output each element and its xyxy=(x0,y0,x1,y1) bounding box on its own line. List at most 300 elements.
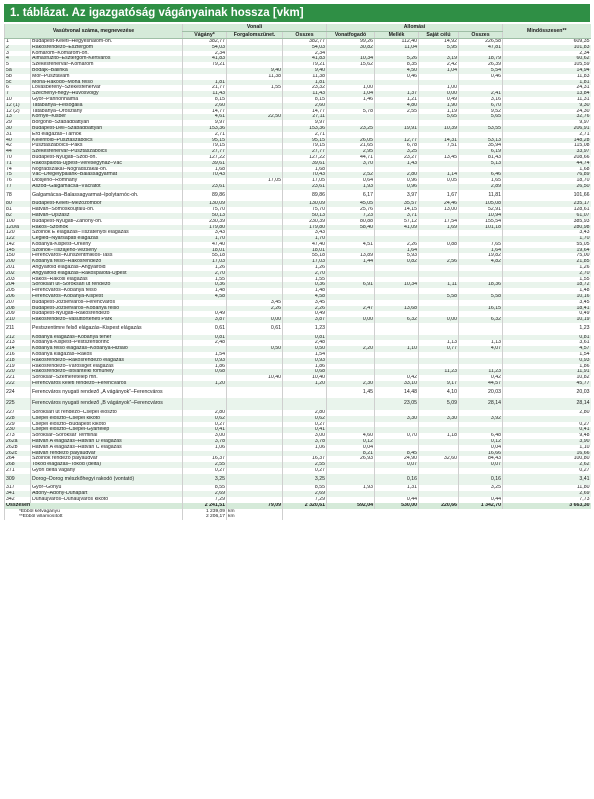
total-allomasi-mellek: 530,00 xyxy=(375,503,419,509)
cell-allomasi-sajat-celu: 5,09 xyxy=(419,398,459,410)
cell-allomasi-vonatfogado: 4,51 xyxy=(327,242,375,248)
cell-vonali-osszes: 41,83 xyxy=(283,56,327,62)
footnote-label: **Ebből villamosított xyxy=(5,514,183,520)
cell-mindosszesen: 32,76 xyxy=(503,114,591,120)
cell-mindosszesen: 1,68 xyxy=(503,167,591,173)
cell-allomasi-mellek: 0,96 xyxy=(375,184,419,190)
cell-line-id: 3 xyxy=(5,51,31,57)
cell-allomasi-sajat-celu: 11,23 xyxy=(419,369,459,375)
cell-vonali-osszes: 9,97 xyxy=(283,120,327,126)
cell-allomasi-osszes: 11,23 xyxy=(459,369,503,375)
cell-allomasi-osszes: 0,07 xyxy=(459,462,503,468)
cell-allomasi-mellek xyxy=(375,323,419,335)
cell-allomasi-mellek: 23,05 xyxy=(375,398,419,410)
cell-allomasi-osszes: 6,48 xyxy=(459,433,503,439)
cell-allomasi-vonatfogado: 3,70 xyxy=(327,161,375,167)
cell-allomasi-sajat-celu: 5,95 xyxy=(419,45,459,51)
cell-allomasi-mellek: 14,15 xyxy=(375,207,419,213)
header-sub-vonatfogado: Vonatfogadó xyxy=(327,31,375,39)
cell-line-name: Budapest-Keleti–Hegyeshalom-oh. xyxy=(31,39,183,45)
cell-allomasi-mellek: 13,68 xyxy=(375,306,419,312)
cell-vonali-vagany: 382,77 xyxy=(183,39,227,45)
cell-mindosszesen: 9,48 xyxy=(503,433,591,439)
cell-line-name: Budapest-Józsefváros–Kőbánya felső xyxy=(31,306,183,312)
cell-allomasi-mellek: 0,70 xyxy=(375,433,419,439)
cell-vonali-vagany: 23,61 xyxy=(183,184,227,190)
cell-mindosszesen: 24,31 xyxy=(503,85,591,91)
cell-mindosszesen: 2,80 xyxy=(503,410,591,416)
cell-allomasi-osszes: 47,81 xyxy=(459,45,503,51)
cell-allomasi-vonatfogado: 44,71 xyxy=(327,155,375,161)
cell-mindosszesen: 1,48 xyxy=(503,288,591,294)
cell-vonali-vagany: 0,36 xyxy=(183,282,227,288)
cell-vonali-osszes: 0,50 xyxy=(283,346,327,352)
cell-line-name: Budapest-Keleti–Mezőzombor xyxy=(31,201,183,207)
cell-allomasi-vonatfogado: 2,52 xyxy=(327,172,375,178)
cell-line-name: Kelenföld–Pusztaszabolcs xyxy=(31,138,183,144)
cell-vonali-vagany: 0,41 xyxy=(183,427,227,433)
cell-mindosszesen: 14,94 xyxy=(503,68,591,74)
cell-vonali-osszes: 50,13 xyxy=(283,213,327,219)
cell-vonali-vagany: 95,15 xyxy=(183,138,227,144)
cell-line-name: Rákosrendező–Vasúttörténeti Park xyxy=(31,317,183,323)
cell-allomasi-sajat-celu: 2,56 xyxy=(419,259,459,265)
cell-allomasi-sajat-celu: 24,46 xyxy=(419,201,459,207)
table-body xyxy=(5,39,591,503)
cell-vonali-osszes: 1,20 xyxy=(283,381,327,387)
cell-allomasi-vonatfogado: 1,04 xyxy=(327,91,375,97)
cell-vonali-osszes: 3,87 xyxy=(283,317,327,323)
cell-line-name: Rákosrendező–Városliget elágazás xyxy=(31,364,183,370)
cell-allomasi-sajat-celu: 0,88 xyxy=(419,242,459,248)
cell-vonali-osszes: 0,27 xyxy=(283,468,327,474)
cell-vonali-vagany: 0,62 xyxy=(183,416,227,422)
cell-allomasi-osszes: 101,18 xyxy=(459,225,503,231)
cell-mindosszesen: 7,73 xyxy=(503,497,591,503)
cell-vonali-osszes: 230,39 xyxy=(283,219,327,225)
cell-mindosszesen: 28,14 xyxy=(503,398,591,410)
cell-allomasi-osszes: 3,16 xyxy=(459,97,503,103)
cell-allomasi-osszes: 1,13 xyxy=(459,340,503,346)
cell-allomasi-vonatfogado: 0,64 xyxy=(327,178,375,184)
cell-line-id: 145 xyxy=(5,248,31,254)
cell-allomasi-mellek: 2,55 xyxy=(375,109,419,115)
cell-line-name: Komárom–Komárom-oh. xyxy=(31,51,183,57)
cell-vonali-vagany: 2,80 xyxy=(183,410,227,416)
cell-line-name: Adony–Adony-Dunapart xyxy=(31,491,183,497)
cell-mindosszesen: 9,97 xyxy=(503,120,591,126)
cell-allomasi-mellek: 14,48 xyxy=(375,387,419,399)
cell-allomasi-vonatfogado: 7,23 xyxy=(327,213,375,219)
cell-allomasi-vonatfogado: 10,34 xyxy=(327,56,375,62)
cell-vonali-vagany: 3,78 xyxy=(183,439,227,445)
cell-allomasi-vonatfogado: 0,04 xyxy=(327,445,375,451)
cell-allomasi-mellek: 0,96 xyxy=(375,178,419,184)
cell-line-name: Tatabánya–Oroszlány xyxy=(31,109,183,115)
cell-vonali-osszes: 3,00 xyxy=(283,433,327,439)
cell-line-id: 209 xyxy=(5,311,31,317)
cell-mindosszesen: 44,74 xyxy=(503,161,591,167)
cell-allomasi-sajat-celu: 1,00 xyxy=(419,85,459,91)
cell-allomasi-osszes: 11,81 xyxy=(459,190,503,202)
cell-line-name: Börgönd–Szabadbattyán xyxy=(31,120,183,126)
cell-line-name: Székesfehérvár–Komárom xyxy=(31,62,183,68)
cell-mindosszesen: 60,62 xyxy=(503,56,591,62)
cell-vonali-vagany: 3,87 xyxy=(183,317,227,323)
footnote-unit: km xyxy=(227,509,283,515)
table-row xyxy=(5,190,591,202)
cell-allomasi-vonatfogado: 80,88 xyxy=(327,219,375,225)
cell-allomasi-sajat-celu: 0,00 xyxy=(419,317,459,323)
cell-line-name: Csepel elosztó–Csepel kikötő xyxy=(31,416,183,422)
cell-line-name: Szolnok E elágazás–Tiszatenyői elágazás xyxy=(31,230,183,236)
cell-vonali-forgalomszunet xyxy=(227,387,283,399)
cell-line-id: 31 xyxy=(5,132,31,138)
cell-allomasi-mellek: 0,16 xyxy=(375,474,419,486)
cell-vonali-osszes: 382,77 xyxy=(283,39,327,45)
cell-allomasi-mellek: 4,50 xyxy=(375,68,419,74)
cell-allomasi-mellek: 33,10 xyxy=(375,381,419,387)
cell-vonali-osszes: 47,40 xyxy=(283,242,327,248)
cell-vonali-osszes: 2,80 xyxy=(283,410,327,416)
cell-vonali-osszes: 2,60 xyxy=(283,103,327,109)
cell-vonali-vagany: 9,97 xyxy=(183,120,227,126)
cell-allomasi-sajat-celu: 32,60 xyxy=(419,456,459,462)
cell-line-id: 82 xyxy=(5,213,31,219)
cell-allomasi-vonatfogado: 2,95 xyxy=(327,149,375,155)
total-allomasi-osszes: 1 342,70 xyxy=(459,503,503,509)
cell-vonali-vagany: 47,40 xyxy=(183,242,227,248)
header-row-groups xyxy=(5,24,591,31)
cell-mindosszesen: 100,80 xyxy=(503,456,591,462)
cell-mindosszesen: 11,80 xyxy=(503,485,591,491)
cell-line-id: 2 xyxy=(5,45,31,51)
cell-allomasi-sajat-celu: 1,69 xyxy=(419,225,459,231)
cell-allomasi-sajat-celu: 17,54 xyxy=(419,219,459,225)
cell-mindosszesen: 26,50 xyxy=(503,184,591,190)
cell-mindosszesen: 13,84 xyxy=(503,91,591,97)
cell-vonali-vagany: 75,70 xyxy=(183,207,227,213)
cell-vonali-osszes: 27,11 xyxy=(283,114,327,120)
cell-allomasi-mellek: 4,80 xyxy=(375,103,419,109)
cell-allomasi-osszes: 35,94 xyxy=(459,143,503,149)
cell-vonali-osszes: 55,18 xyxy=(283,253,327,259)
cell-vonali-osszes: 7,29 xyxy=(283,497,327,503)
cell-vonali-vagany: 55,18 xyxy=(183,253,227,259)
cell-line-name: Környe–Kisbér xyxy=(31,114,183,120)
footnote-label: *Ebből kétvágányú xyxy=(5,509,183,515)
cell-line-id: 207 xyxy=(5,300,31,306)
cell-allomasi-osszes: 4,82 xyxy=(459,259,503,265)
total-vonali-forgalomszunet: 79,09 xyxy=(227,503,283,509)
cell-line-id: 6 xyxy=(5,85,31,91)
cell-mindosszesen: 0,49 xyxy=(503,311,591,317)
cell-allomasi-vonatfogado: 26,05 xyxy=(327,138,375,144)
cell-vonali-vagany: 0,68 xyxy=(183,369,227,375)
cell-allomasi-osszes: 0,16 xyxy=(459,474,503,486)
cell-allomasi-vonatfogado: 1,93 xyxy=(327,485,375,491)
cell-mindosszesen: 101,83 xyxy=(503,45,591,51)
cell-mindosszesen: 385,93 xyxy=(503,219,591,225)
cell-allomasi-mellek: 2,26 xyxy=(375,242,419,248)
cell-allomasi-mellek: 3,30 xyxy=(375,416,419,422)
cell-allomasi-osszes: 226,58 xyxy=(459,39,503,45)
header-sub-vonali-osszes: Összes xyxy=(283,31,327,39)
cell-vonali-vagany: 27,77 xyxy=(183,149,227,155)
cell-line-id: 218 xyxy=(5,358,31,364)
cell-line-name: Hatvan–Újszász xyxy=(31,213,183,219)
cell-allomasi-sajat-celu: 14,31 xyxy=(419,138,459,144)
cell-line-id: 205 xyxy=(5,288,31,294)
cell-allomasi-sajat-celu: 3,30 xyxy=(419,416,459,422)
cell-allomasi-osszes: 2,41 xyxy=(459,91,503,97)
cell-line-name: Soroksári út rendező–Csepel elosztó xyxy=(31,410,183,416)
cell-mindosszesen: 101,66 xyxy=(503,190,591,202)
cell-line-id: 12 (2) xyxy=(5,109,31,115)
cell-allomasi-osszes: 9,52 xyxy=(459,109,503,115)
cell-vonali-vagany: 21,77 xyxy=(183,85,227,91)
cell-vonali-osszes: 8,15 xyxy=(283,97,327,103)
cell-line-name: Ferencváros keleti rendező–Ferencváros xyxy=(31,381,183,387)
cell-vonali-forgalomszunet: 22,50 xyxy=(227,114,283,120)
cell-mindosszesen: 1,26 xyxy=(503,265,591,271)
cell-vonali-osszes xyxy=(283,398,327,410)
cell-vonali-vagany: 2,71 xyxy=(183,132,227,138)
cell-allomasi-osszes: 20,03 xyxy=(459,387,503,399)
cell-line-id: 81 xyxy=(5,207,31,213)
header-sub-sajat-celu: Saját célú xyxy=(419,31,459,39)
cell-line-name: Budapest-Déli–Szabadbattyán xyxy=(31,126,183,132)
cell-allomasi-osszes: 84,43 xyxy=(459,456,503,462)
cell-vonali-osszes: 2,55 xyxy=(283,462,327,468)
cell-allomasi-osszes: 19,82 xyxy=(459,253,503,259)
cell-allomasi-mellek: 0,82 xyxy=(375,259,419,265)
cell-allomasi-vonatfogado: 30,82 xyxy=(327,45,375,51)
cell-allomasi-sajat-celu xyxy=(419,323,459,335)
cell-allomasi-osszes: 2,89 xyxy=(459,184,503,190)
cell-line-name: Vác–Drégelypalánk–Balassagyarmat xyxy=(31,172,183,178)
cell-line-name: Hatvan–Somoskőújfalu-oh. xyxy=(31,207,183,213)
cell-vonali-vagany: 2,34 xyxy=(183,51,227,57)
cell-allomasi-mellek: 3,25 xyxy=(375,149,419,155)
cell-vonali-vagany: 18,01 xyxy=(183,248,227,254)
cell-vonali-vagany: 1,55 xyxy=(183,277,227,283)
cell-vonali-osszes xyxy=(283,387,327,399)
cell-vonali-vagany: 3,25 xyxy=(183,474,227,486)
cell-line-id: 224 xyxy=(5,387,31,399)
cell-allomasi-osszes: 44,57 xyxy=(459,381,503,387)
cell-line-id: 211 xyxy=(5,323,31,335)
cell-mindosszesen: 9,30 xyxy=(503,103,591,109)
header-sub-vagany: Vágány* xyxy=(183,31,227,39)
cell-allomasi-osszes: 5,58 xyxy=(459,294,503,300)
cell-allomasi-osszes: 53,55 xyxy=(459,126,503,132)
cell-mindosszesen: 10,16 xyxy=(503,294,591,300)
cell-allomasi-osszes: 53,13 xyxy=(459,138,503,144)
cell-vonali-osszes: 17,03 xyxy=(283,259,327,265)
cell-allomasi-osszes: 0,04 xyxy=(459,445,503,451)
cell-line-name: Rákos–Rákosi elágazás xyxy=(31,277,183,283)
cell-mindosszesen: 0,27 xyxy=(503,422,591,428)
cell-vonali-osszes: 14,77 xyxy=(283,109,327,115)
cell-mindosszesen: 206,91 xyxy=(503,126,591,132)
cell-mindosszesen: 609,35 xyxy=(503,39,591,45)
header-grand-total: Mindösszesen** xyxy=(503,24,591,39)
cell-mindosszesen: 1,55 xyxy=(503,277,591,283)
cell-vonali-osszes: 0,81 xyxy=(283,335,327,341)
cell-line-id: 71 xyxy=(5,161,31,167)
cell-line-name: Soroksár–Szemeretelep mh. xyxy=(31,375,183,381)
cell-allomasi-sajat-celu: 0,05 xyxy=(419,178,459,184)
cell-line-id: 76 xyxy=(5,178,31,184)
cell-vonali-vagany: 1,70 xyxy=(183,236,227,242)
cell-allomasi-mellek: 5,93 xyxy=(375,253,419,259)
cell-line-id: 216 xyxy=(5,352,31,358)
cell-allomasi-vonatfogado: 1,46 xyxy=(327,97,375,103)
header-line-name: Vasútvonal száma, megnevezése xyxy=(5,24,183,39)
cell-vonali-vagany: 2,55 xyxy=(183,462,227,468)
cell-line-name: Érd elágazás–Tárnok xyxy=(31,132,183,138)
cell-allomasi-mellek: 3,71 xyxy=(375,213,419,219)
cell-line-id: 212 xyxy=(5,335,31,341)
cell-vonali-osszes: 3,78 xyxy=(283,439,327,445)
cell-line-id: 4 xyxy=(5,56,31,62)
cell-line-name: Szolnok rendező pályaudvar xyxy=(31,456,183,462)
cell-line-id: 341 xyxy=(5,491,31,497)
cell-line-name: Rákos–Szolnok xyxy=(31,225,183,231)
cell-allomasi-sajat-celu: 1,04 xyxy=(419,68,459,74)
cell-vonali-osszes: 27,77 xyxy=(283,149,327,155)
cell-allomasi-osszes: 16,66 xyxy=(459,451,503,457)
cell-line-id: 10 xyxy=(5,97,31,103)
cell-allomasi-osszes: 0,42 xyxy=(459,375,503,381)
cell-vonali-osszes: 3,43 xyxy=(283,230,327,236)
cell-vonali-vagany: 153,36 xyxy=(183,126,227,132)
cell-line-id: 29 xyxy=(5,120,31,126)
cell-vonali-osszes: 17,05 xyxy=(283,178,327,184)
cell-vonali-osszes: 1,86 xyxy=(283,364,327,370)
cell-vonali-forgalomszunet: 0,50 xyxy=(227,346,283,352)
cell-line-name: Tokod elágazás–Tokod (delta) xyxy=(31,462,183,468)
cell-allomasi-mellek: 11,04 xyxy=(375,45,419,51)
cell-vonali-osszes: 1,26 xyxy=(283,265,327,271)
cell-allomasi-osszes: 6,46 xyxy=(459,172,503,178)
cell-line-id: 213 xyxy=(5,340,31,346)
cell-vonali-osszes: 2,70 xyxy=(283,271,327,277)
cell-allomasi-mellek: 6,32 xyxy=(375,317,419,323)
cell-vonali-forgalomszunet: 9,40 xyxy=(227,68,283,74)
cell-allomasi-vonatfogado: 23,25 xyxy=(327,126,375,132)
cell-allomasi-osszes: 5,65 xyxy=(459,114,503,120)
table-footer xyxy=(5,503,591,520)
cell-allomasi-vonatfogado: 25,76 xyxy=(327,207,375,213)
cell-mindosszesen: 1,10 xyxy=(503,445,591,451)
cell-allomasi-mellek: 1,31 xyxy=(375,485,419,491)
cell-mindosszesen: 1,70 xyxy=(503,236,591,242)
cell-mindosszesen: 1,54 xyxy=(503,352,591,358)
cell-allomasi-sajat-celu: 1,14 xyxy=(419,172,459,178)
cell-line-id: 80 xyxy=(5,201,31,207)
cell-vonali-osszes: 2,69 xyxy=(283,491,327,497)
cell-mindosszesen: 2,34 xyxy=(503,51,591,57)
cell-vonali-vagany: 1,68 xyxy=(183,167,227,173)
cell-mindosszesen: 18,72 xyxy=(503,282,591,288)
cell-vonali-vagany: 1,86 xyxy=(183,364,227,370)
cell-vonali-vagany: 70,43 xyxy=(183,172,227,178)
total-allomasi-sajat-celu: 220,66 xyxy=(419,503,459,509)
cell-mindosszesen: 10,82 xyxy=(503,375,591,381)
cell-mindosszesen: 10,19 xyxy=(503,317,591,323)
cell-vonali-vagany: 3,43 xyxy=(183,230,227,236)
cell-vonali-vagany: 7,29 xyxy=(183,497,227,503)
cell-allomasi-osszes: 4,07 xyxy=(459,346,503,352)
cell-mindosszesen: 18,41 xyxy=(503,306,591,312)
cell-vonali-vagany: 1,54 xyxy=(183,352,227,358)
cell-vonali-osszes: 11,38 xyxy=(283,74,327,80)
cell-line-name: Csepel elosztó–Budapest kikötő xyxy=(31,422,183,428)
cell-line-name: Angyalföld elágazás–Rákospalota-Újpest xyxy=(31,271,183,277)
cell-line-id: 5b xyxy=(5,74,31,80)
cell-mindosszesen: 280,98 xyxy=(503,225,591,231)
cell-vonali-osszes: 2,48 xyxy=(283,340,327,346)
cell-allomasi-vonatfogado: 5,78 xyxy=(327,109,375,115)
cell-allomasi-mellek: 0,42 xyxy=(375,375,419,381)
cell-allomasi-sajat-celu: 5,65 xyxy=(419,114,459,120)
cell-allomasi-sajat-celu: 0,77 xyxy=(419,346,459,352)
cell-vonali-vagany: 17,03 xyxy=(183,259,227,265)
cell-mindosszesen: 11,91 xyxy=(503,369,591,375)
footnote-value: 1 239,09 xyxy=(183,509,227,515)
cell-vonali-vagany: 2,70 xyxy=(183,271,227,277)
cell-allomasi-vonatfogado: 99,26 xyxy=(327,39,375,45)
cell-allomasi-osszes: 0,12 xyxy=(459,439,503,445)
cell-vonali-forgalomszunet: 2,26 xyxy=(227,306,283,312)
cell-line-id: 7 xyxy=(5,91,31,97)
cell-line-id: 221 xyxy=(5,375,31,381)
cell-allomasi-osszes: 0,44 xyxy=(459,497,503,503)
cell-mindosszesen: 20,03 xyxy=(503,387,591,399)
cell-allomasi-osszes: 16,15 xyxy=(459,306,503,312)
cell-line-id: 142 xyxy=(5,242,31,248)
cell-mindosszesen: 2,70 xyxy=(503,271,591,277)
cell-line-name: Angyalföld elágazás–Angyalföld xyxy=(31,265,183,271)
cell-allomasi-mellek: 1,21 xyxy=(375,97,419,103)
cell-line-id: 220 xyxy=(5,369,31,375)
cell-vonali-osszes: 4,58 xyxy=(283,294,327,300)
cell-vonali-forgalomszunet: 0,61 xyxy=(227,323,283,335)
cell-line-name: Dorog–Dorog mészkőhegyi rakodó (vontató) xyxy=(31,474,183,486)
cell-line-id: 214 xyxy=(5,346,31,352)
cell-allomasi-osszes xyxy=(459,323,503,335)
cell-vonali-vagany: 41,83 xyxy=(183,56,227,62)
cell-allomasi-mellek: 0,46 xyxy=(375,74,419,80)
cell-vonali-vagany: 16,37 xyxy=(183,456,227,462)
cell-line-id: 206 xyxy=(5,294,31,300)
cell-allomasi-mellek: 12,77 xyxy=(375,138,419,144)
cell-vonali-forgalomszunet: 3,45 xyxy=(227,300,283,306)
cell-line-id: 230 xyxy=(5,427,31,433)
cell-mindosszesen: 33,97 xyxy=(503,149,591,155)
cell-vonali-vagany: 54,03 xyxy=(183,45,227,51)
cell-vonali-forgalomszunet xyxy=(227,190,283,202)
cell-vonali-osszes: 1,81 xyxy=(283,80,327,86)
cell-line-id: 74 xyxy=(5,167,31,173)
cell-line-name: Moha-Rakodó–Moha felső xyxy=(31,80,183,86)
cell-vonali-vagany: 0,27 xyxy=(183,468,227,474)
cell-vonali-osszes: 0,27 xyxy=(283,422,327,428)
cell-vonali-forgalomszunet xyxy=(227,398,283,410)
cell-allomasi-sajat-celu: 9,17 xyxy=(419,381,459,387)
